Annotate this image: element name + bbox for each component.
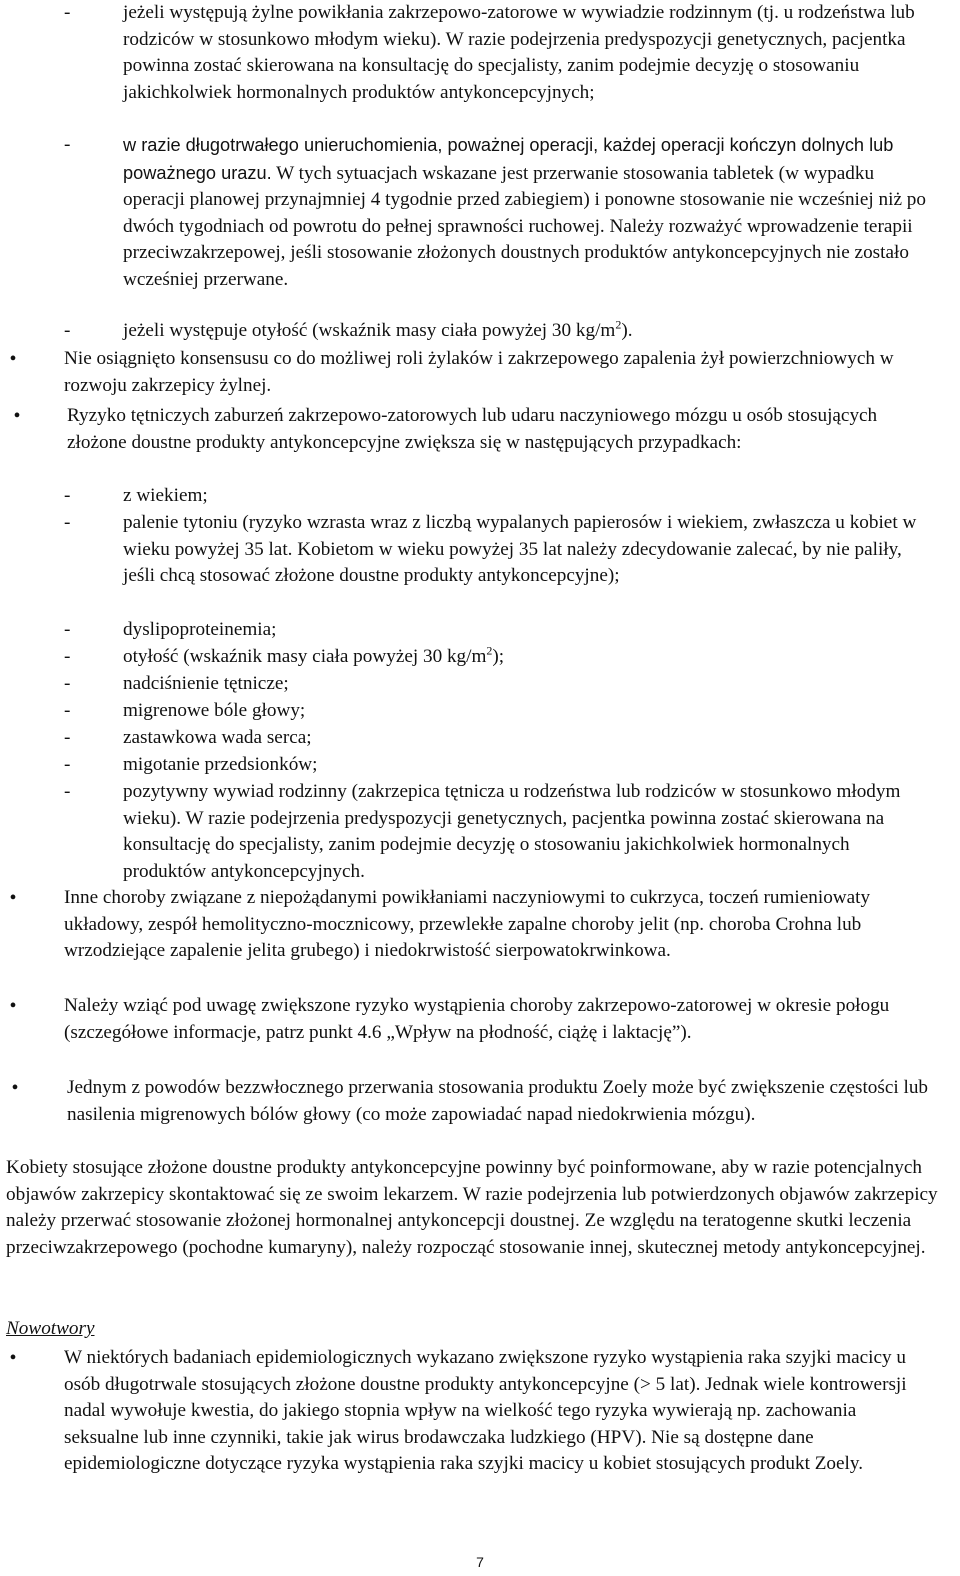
bullet-text: Jednym z powodów bezzwłocznego przerwania stosowania produktu Zoely może być zwiększenie częstości lub nasilenia migrenowych bólów głowy (co może zapowiadać napad niedokrwienia mózgu). (67, 1077, 929, 1125)
dash-marker: - (64, 646, 71, 667)
list-item-text: otyłość (wskaźnik masy ciała powyżej 30 $kg/m^2$); (123, 643, 505, 667)
dash-marker: - (64, 134, 71, 155)
list-item-text: zastawkowa wada serca; (123, 727, 312, 748)
dash-marker: - (64, 727, 71, 748)
bullet-text: Nie osiągnięto konsensusu co do możliwej roli żylaków i zakrzepowego zapalenia żył powierzchniowych w rozwoju zakrzepicy żylnej. (64, 348, 894, 396)
bullet-marker: • (9, 887, 17, 909)
bullet-marker: • (9, 995, 17, 1017)
list-item-text: dyslipoproteinemia; (123, 619, 277, 640)
bullet-text: Ryzyko tętniczych zaburzeń zakrzepowo-zatorowych lub udaru naczyniowego mózgu u osób stosujących złożone doustne produkty antykoncepcyjne zwiększa się w następujących przypadkach: (67, 405, 878, 453)
paragraph: Kobiety stosujące złożone doustne produkty antykoncepcyjne powinny być poinformowane, aby w razie potencjalnych objawów zakrzepicy skontaktować się ze swoim lekarzem. W razie podejrzenia lub potwierdzonych objawów zakrzepicy należy przerwać stosowanie złożonej hormonalnej antykoncepcji doustnej. Ze względu na teratogenne skutki leczenia przeciwzakrzepowego (pochodne kumaryny), należy rozpocząć stosowanie innej, skutecznej metody antykoncepcyjnej. (6, 1157, 938, 1258)
bullet-marker: • (11, 1077, 19, 1099)
list-item-text: jeżeli występują żylne powikłania zakrzepowo-zatorowe w wywiadzie rodzinnym (tj. u rodzeństwa lub rodziców w stosunkowo młodym wieku). W razie podejrzenia predyspozycji genetycznych, pacjentka powinna zostać skierowana na konsultację do specjalisty, zanim podejmie decyzję o stosowaniu jakichkolwiek hormonalnych produktów antykoncepcyjnych; (123, 2, 915, 103)
list-item-text: jeżeli występuje otyłość (wskaźnik masy ciała powyżej 30 $kg/m^2$). (123, 317, 633, 341)
bullet-marker: • (9, 348, 17, 370)
dash-marker: - (64, 485, 71, 506)
list-item-text: w razie długotrwałego unieruchomienia, poważnej operacji, każdej operacji kończyn dolnych lub poważnego urazu. W tych sytuacjach wskazane jest przerwanie stosowania tabletek (w wypadku operacji planowej przynajmniej 4 tygodnie przed zabiegiem) i ponowne stosowanie nie wcześniej niż po dwóch tygodniach od powrotu do pełnej sprawności ruchowej. Należy rozważyć wprowadzenie terapii przeciwzakrzepowej, jeśli stosowanie złożonych doustnych produktów antykoncepcyjnych nie zostało wcześniej przerwane. (123, 135, 926, 290)
bullet-marker: • (13, 405, 21, 427)
section-heading: Nowotwory (6, 1318, 95, 1339)
bullet-marker: • (9, 1347, 17, 1369)
dash-marker: - (64, 754, 71, 775)
dash-marker: - (64, 700, 71, 721)
list-item-text: z wiekiem; (123, 485, 208, 506)
bullet-text: Należy wziąć pod uwagę zwiększone ryzyko wystąpienia choroby zakrzepowo-zatorowej w okresie połogu (szczegółowe informacje, patrz punkt 4.6 „Wpływ na płodność, ciążę i laktację”). (64, 995, 890, 1043)
bullet-text: W niektórych badaniach epidemiologicznych wykazano zwiększone ryzyko wystąpienia raka szyjki macicy u osób długotrwale stosujących złożone doustne produkty antykoncepcyjne (> 5 lat). Jednak wiele kontrowersji nadal wywołuje kwestia, do jakiego stopnia wpływ na wielkość tego ryzyka wywierają np. zachowania seksualne lub inne czynniki, takie jak wirus brodawczaka ludzkiego (HPV). Nie są dostępne dane epidemiologiczne dotyczące ryzyka wystąpienia raka szyjki macicy u kobiet stosujących produkt Zoely. (64, 1347, 907, 1474)
bullet-text: Inne choroby związane z niepożądanymi powikłaniami naczyniowymi to cukrzyca, toczeń rumieniowaty układowy, zespół hemolityczno-mocznicowy, przewlekłe zapalne choroby jelit (np. choroba Crohna lub wrzodziejące zapalenie jelita grubego) i niedokrwistość sierpowatokrwinkowa. (64, 887, 871, 961)
dash-marker: - (64, 320, 71, 341)
dash-marker: - (64, 673, 71, 694)
dash-marker: - (64, 2, 71, 23)
list-item-text: palenie tytoniu (ryzyko wzrasta wraz z liczbą wypalanych papierosów i wiekiem, zwłaszcza u kobiet w wieku powyżej 35 lat. Kobietom w wieku powyżej 35 lat należy zdecydowanie zalecać, by nie paliły, jeśli chcą stosować złożone doustne produkty antykoncepcyjne); (123, 512, 917, 586)
list-item-text: migrenowe bóle głowy; (123, 700, 306, 721)
page-number: 7 (476, 1554, 484, 1570)
dash-marker: - (64, 512, 71, 533)
dash-marker: - (64, 619, 71, 640)
list-item-text: nadciśnienie tętnicze; (123, 673, 289, 694)
list-item-text: pozytywny wywiad rodzinny (zakrzepica tętnicza u rodzeństwa lub rodziców w stosunkowo młodym wieku). W razie podejrzenia predyspozycji genetycznych, pacjentka powinna zostać skierowana na konsultację do specjalisty, zanim podejmie decyzję o stosowaniu jakichkolwiek hormonalnych produktów antykoncepcyjnych. (123, 781, 901, 882)
list-item-text: migotanie przedsionków; (123, 754, 318, 775)
dash-marker: - (64, 781, 71, 802)
